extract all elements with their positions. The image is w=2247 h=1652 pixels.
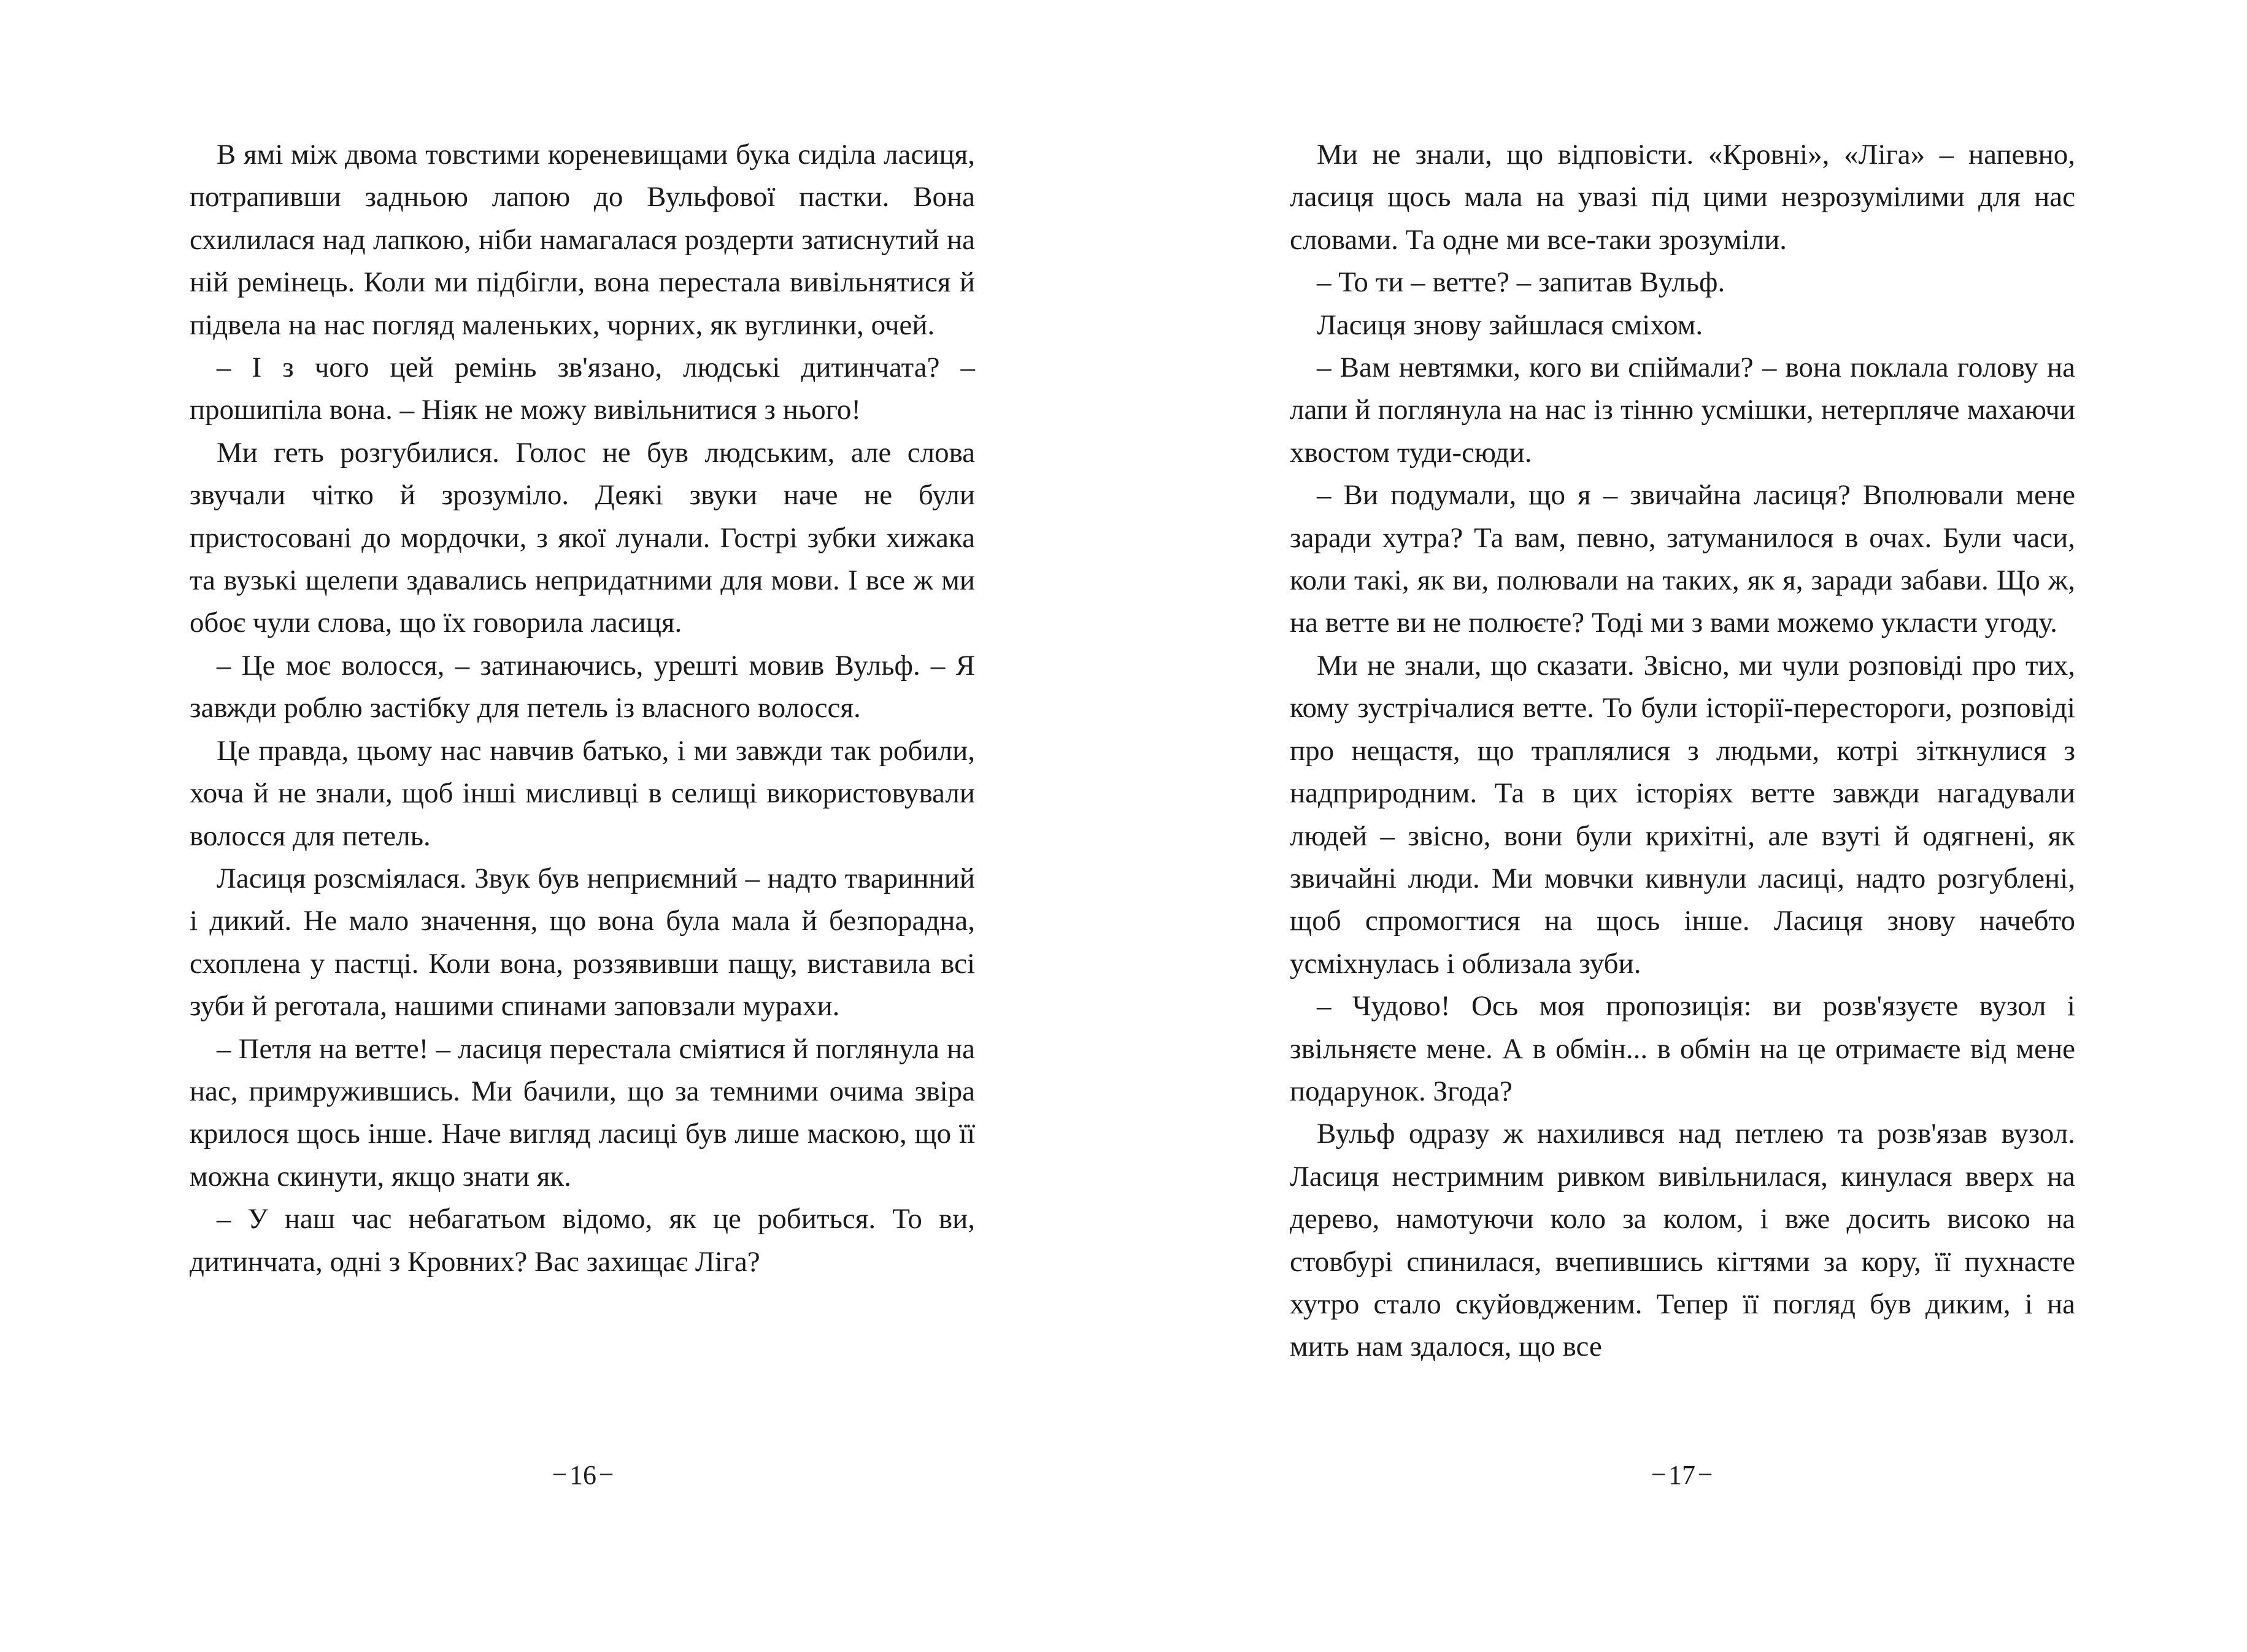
paragraph: – То ти – ветте? – запитав Вульф. — [1317, 266, 1725, 299]
paragraph: Ми не знали, що сказати. Звісно, ми чули розповіді про тих, кому зустрічалися ветте. То були історії-перестороги, розповіді про нещастя, що траплялися з людьми, котрі зіткнулися з надприродним. Та в цих історіях ветте завжди нагадували людей – звісно, вони були крихітні, але взуті й одягнені, як звичайні люди. Ми мовчки кивнули ласиці, надто розгублені, щоб спромогтися на щось інше. Ласиця знову начебто усміхнулась і облизала зуби. — [1290, 649, 2075, 980]
paragraph: – Петля на ветте! – ласиця перестала сміятися й поглянула на нас, примружившись. Ми бачили, що за темними очима звіра крилося щось інше. Наче вигляд ласиці був лише маскою, що її можна скинути, якщо знати як. — [190, 1032, 975, 1193]
folio-ornament-right: – — [600, 1458, 612, 1486]
paragraph: Це правда, цьому нас навчив батько, і ми завжди так робили, хоча й не знали, щоб інші мисливці в селищі використовували волосся для петель. — [190, 734, 975, 852]
paragraph: – Ви подумали, що я – звичайна ласиця? Вполювали мене заради хутра? Та вам, певно, затуманилося в очах. Були часи, коли такі, як ви, полювали на таких, як я, заради забави. Що ж, на ветте ви не полюєте? Тоді ми з вами можемо укласти угоду. — [1290, 479, 2075, 639]
folio-ornament-left: – — [1652, 1458, 1665, 1486]
paragraph: – Вам невтямки, кого ви спіймали? – вона поклала голову на лапи й поглянула на нас із тінню усмішки, нетерпляче махаючи хвостом туди-сюди. — [1290, 352, 2075, 469]
right-page — [1124, 0, 2247, 1652]
page-number-text: 17 — [1668, 1460, 1695, 1490]
left-page-text — [190, 134, 975, 1283]
paragraph: Ласиця знову зайшлася сміхом. — [1317, 309, 1703, 341]
paragraph: В ямі між двома товстими кореневищами бука сиділа ласиця, потрапивши задньою лапою до Вульфової пастки. Вона схилилася над лапкою, ніби намагалася роздерти затиснутий на ній ремінець. Коли ми підбігли, вона перестала вивільнятися й підвела на нас погляд маленьких, чорних, як вуглинки, очей. — [190, 139, 975, 341]
paragraph: – У наш час небагатьом відомо, як це робиться. То ви, дитинчата, одні з Кровних? Вас захищає Ліга? — [190, 1203, 975, 1278]
page-number — [1590, 1454, 1774, 1494]
paragraph: – І з чого цей ремінь зв'язано, людські дитинчата? – прошипіла вона. – Ніяк не можу вивільнитися з нього! — [190, 352, 975, 426]
folio-ornament-right: – — [1699, 1458, 1711, 1486]
paragraph: Ми не знали, що відповісти. «Кровні», «Ліга» – напевно, ласиця щось мала на увазі під цими незрозумілими для нас словами. Та одне ми все-таки зрозуміли. — [1290, 139, 2075, 256]
right-page-text — [1290, 134, 2075, 1369]
paragraph: – Це моє волосся, – затинаючись, урешті мовив Вульф. – Я завжди роблю застібку для петель із власного волосся. — [190, 649, 975, 724]
paragraph: Вульф одразу ж нахилився над петлею та розв'язав вузол. Ласиця нестримним ривком вивільнилася, кинулася вверх на дерево, намотуючи коло за колом, і вже досить високо на стовбурі спинилася, вчепившись кігтями за кору, її пухнасте хутро стало скуйовдженим. Тепер її погляд був диким, і на мить нам здалося, що все — [1290, 1118, 2075, 1363]
paragraph: – Чудово! Ось моя пропозиція: ви розв'язуєте вузол і звільняєте мене. А в обмін... в обмін на це отримаєте від мене подарунок. Згода? — [1290, 990, 2075, 1107]
page-number — [491, 1454, 675, 1494]
folio-ornament-left: – — [553, 1458, 566, 1486]
paragraph: Ми геть розгубилися. Голос не був людським, але слова звучали чітко й зрозуміло. Деякі звуки наче не були пристосовані до мордочки, з якої лунали. Гострі зубки хижака та вузькі щелепи здавались непридатними для мови. І все ж ми обоє чули слова, що їх говорила ласиця. — [190, 436, 975, 639]
page-number-text: 16 — [569, 1460, 596, 1490]
paragraph: Ласиця розсміялася. Звук був неприємний – надто тваринний і дикий. Не мало значення, що вона була мала й безпорадна, схоплена у пастці. Коли вона, роззявивши пащу, виставила всі зуби й реготала, нашими спинами заповзали мурахи. — [190, 862, 975, 1023]
